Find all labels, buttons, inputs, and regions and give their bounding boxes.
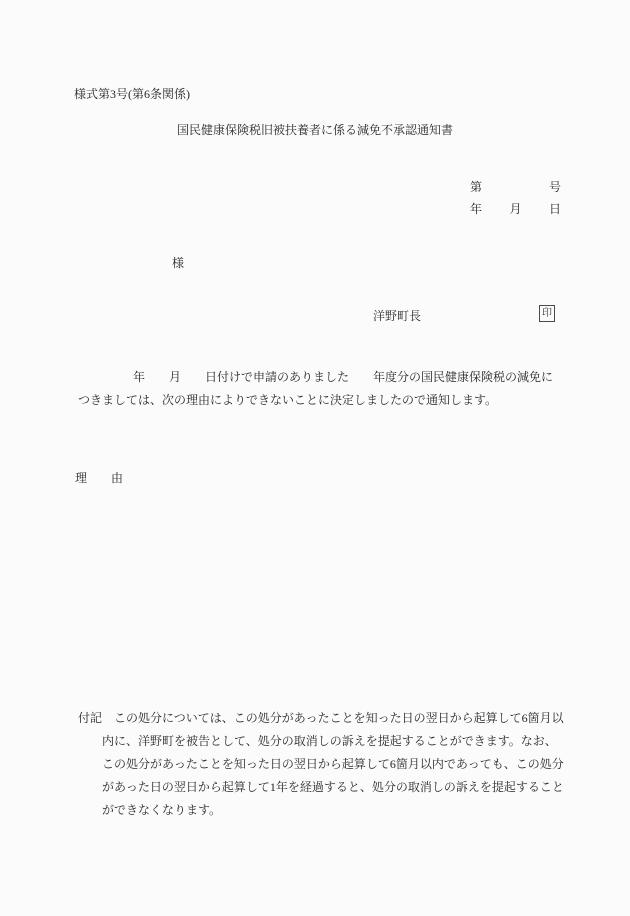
document-title: 国民健康保険税旧被扶養者に係る減免不承認通知書 — [176, 123, 454, 137]
postscript-line: ができなくなります。 — [102, 803, 222, 817]
postscript-line: 内に、洋野町を被告として、処分の取消しの訴えを提起することができます。なお、 — [102, 734, 557, 748]
document-number-line — [470, 181, 561, 193]
date-day-label: 日 — [548, 202, 561, 216]
reason-label: 理 由 — [75, 471, 124, 485]
form-number: 様式第3号(第6条関係) — [74, 87, 190, 101]
body-paragraph-line-2: つきましては、次の理由によりできないことに決定しましたので通知します。 — [78, 393, 498, 407]
postscript-line: があった日の翌日から起算して1年を経過すると、処分の取消しの訴えを提起すること — [102, 780, 564, 794]
body-paragraph-line-1: 年 月 日付けで申請のありました 年度分の国民健康保険税の減免に — [133, 370, 554, 384]
addressee-honorific: 様 — [172, 256, 185, 270]
date-month-label: 月 — [509, 202, 522, 216]
seal-placeholder-mark: 印 — [542, 307, 552, 319]
seal-box — [539, 305, 555, 322]
document-number-suffix: 号 — [548, 180, 561, 194]
postscript-line: この処分があったことを知った日の翌日から起算して6箇月以内であっても、この処分 — [102, 757, 564, 771]
date-year-label: 年 — [470, 202, 483, 216]
postscript-line: 付記 この処分については、この処分があったことを知った日の翌日から起算して6箇月以 — [78, 711, 564, 725]
date-line — [470, 203, 561, 215]
document-number-prefix: 第 — [470, 180, 483, 194]
sender-title: 洋野町長 — [373, 309, 422, 323]
